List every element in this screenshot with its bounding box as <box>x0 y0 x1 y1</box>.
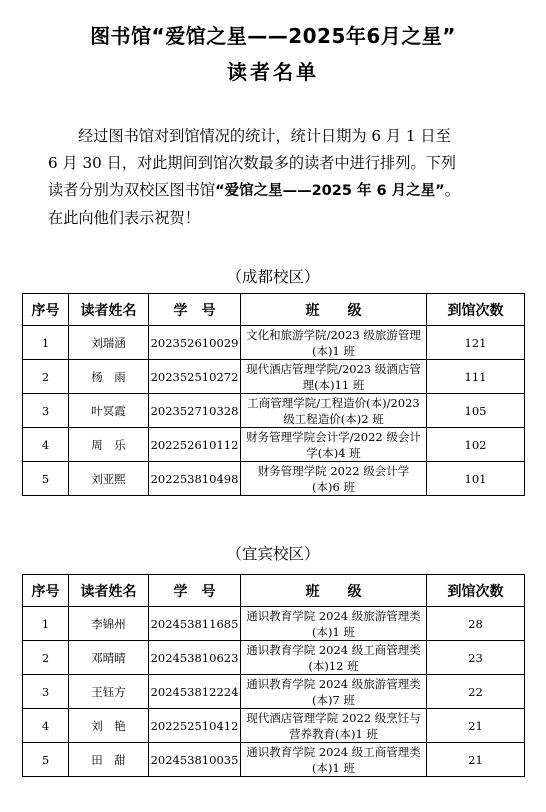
row-no: 4 <box>23 709 69 743</box>
table-row <box>23 607 525 641</box>
table-row <box>23 743 525 777</box>
row-count: 23 <box>427 641 525 675</box>
table-row <box>23 394 525 428</box>
row-no: 5 <box>23 743 69 777</box>
row-class: 文化和旅游学院/2023 级旅游管理(本)1 班 <box>241 326 427 360</box>
table-row <box>23 641 525 675</box>
row-class: 通识教育学院 2024 级工商管理类(本)1 班 <box>241 743 427 777</box>
header-name: 读者姓名 <box>69 575 149 607</box>
table-row <box>23 462 525 496</box>
row-count: 121 <box>427 326 525 360</box>
row-class: 现代酒店管理学院/2023 级酒店管理(本)11 班 <box>241 360 427 394</box>
row-name: 邓晴晴 <box>69 641 149 675</box>
row-count: 111 <box>427 360 525 394</box>
row-name: 刘亚熙 <box>69 462 149 496</box>
header-no: 序号 <box>23 294 69 326</box>
row-class: 通识教育学院 2024 级工商管理类(本)12 班 <box>241 641 427 675</box>
row-count: 101 <box>427 462 525 496</box>
row-id: 202453812224 <box>149 675 241 709</box>
row-class: 通识教育学院 2024 级旅游管理类(本)1 班 <box>241 607 427 641</box>
row-class: 通识教育学院 2024 级旅游管理类(本)7 班 <box>241 675 427 709</box>
header-count: 到馆次数 <box>427 575 525 607</box>
row-count: 21 <box>427 709 525 743</box>
row-count: 21 <box>427 743 525 777</box>
row-id: 202352610029 <box>149 326 241 360</box>
row-class: 现代酒店管理学院 2022 级烹饪与营养教育(本)1 班 <box>241 709 427 743</box>
row-id: 202252610112 <box>149 428 241 462</box>
row-no: 2 <box>23 641 69 675</box>
row-class: 工商管理学院/工程造价(本)/2023 级工程造价(本)2 班 <box>241 394 427 428</box>
award-name: “爱馆之星——2025 年 6 月之星” <box>215 183 445 199</box>
row-no: 1 <box>23 607 69 641</box>
row-no: 5 <box>23 462 69 496</box>
header-class: 班 级 <box>241 575 427 607</box>
row-name: 刘 艳 <box>69 709 149 743</box>
header-count: 到馆次数 <box>427 294 525 326</box>
table-row <box>23 675 525 709</box>
row-no: 1 <box>23 326 69 360</box>
intro-text: 。 <box>444 181 460 199</box>
table-row <box>23 709 525 743</box>
table-header-row <box>23 575 525 607</box>
table-row <box>23 326 525 360</box>
row-no: 3 <box>23 675 69 709</box>
header-name: 读者姓名 <box>69 294 149 326</box>
row-no: 4 <box>23 428 69 462</box>
row-count: 102 <box>427 428 525 462</box>
row-count: 105 <box>427 394 525 428</box>
row-name: 李锦州 <box>69 607 149 641</box>
row-name: 王钰方 <box>69 675 149 709</box>
row-name: 杨 雨 <box>69 360 149 394</box>
row-id: 202352510272 <box>149 360 241 394</box>
row-count: 22 <box>427 675 525 709</box>
table-row <box>23 360 525 394</box>
row-class: 财务管理学院 2022 级会计学(本)6 班 <box>241 462 427 496</box>
campus-heading: （成都校区） <box>226 268 320 286</box>
row-no: 2 <box>23 360 69 394</box>
yibin-table <box>22 574 525 777</box>
document-title: 图书馆“爱馆之星——2025年6月之星” <box>90 24 456 48</box>
header-no: 序号 <box>23 575 69 607</box>
table-header-row <box>23 294 525 326</box>
row-class: 财务管理学院会计学/2022 级会计学(本)4 班 <box>241 428 427 462</box>
row-name: 周 乐 <box>69 428 149 462</box>
row-id: 202352710328 <box>149 394 241 428</box>
intro-text: 读者分别为双校区图书馆 <box>48 181 216 199</box>
row-name: 刘瑞涵 <box>69 326 149 360</box>
header-id: 学 号 <box>149 294 241 326</box>
chengdu-table <box>22 293 525 496</box>
header-id: 学 号 <box>149 575 241 607</box>
intro-line: 在此向他们表示祝贺！ <box>48 209 200 227</box>
intro-paragraph <box>48 123 518 232</box>
intro-line <box>48 177 518 205</box>
row-id: 202453810623 <box>149 641 241 675</box>
table-row <box>23 428 525 462</box>
row-no: 3 <box>23 394 69 428</box>
row-name: 叶冥霞 <box>69 394 149 428</box>
row-id: 202252510412 <box>149 709 241 743</box>
row-name: 田 甜 <box>69 743 149 777</box>
intro-line: 经过图书馆对到馆情况的统计，统计日期为 6 月 1 日至 <box>78 127 451 145</box>
row-count: 28 <box>427 607 525 641</box>
header-class: 班 级 <box>241 294 427 326</box>
row-id: 202453811685 <box>149 607 241 641</box>
row-id: 202253810498 <box>149 462 241 496</box>
intro-line: 6 月 30 日，对此期间到馆次数最多的读者中进行排列。下列 <box>48 154 456 172</box>
document-subtitle: 读者名单 <box>227 60 319 84</box>
row-id: 202453810035 <box>149 743 241 777</box>
campus-heading: （宜宾校区） <box>226 545 320 563</box>
